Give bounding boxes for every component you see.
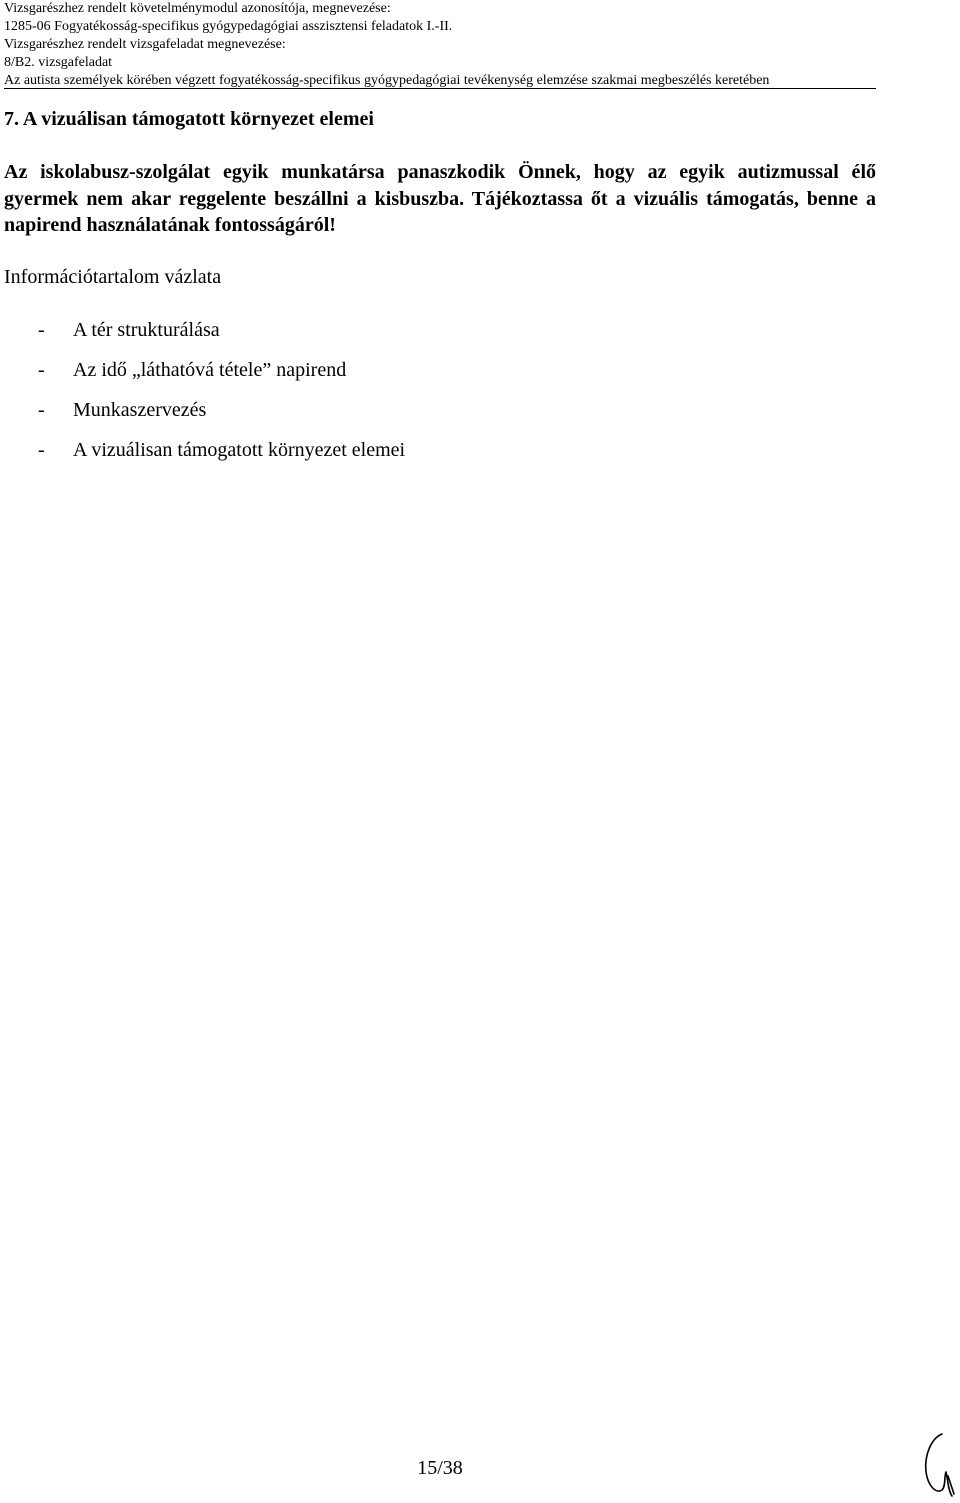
section-title: 7. A vizuálisan támogatott környezet elemei: [4, 108, 374, 130]
info-outline-list: [38, 317, 405, 477]
list-dash: -: [38, 439, 45, 461]
list-item-text: Az idő „láthatóvá tétele” napirend: [73, 359, 347, 381]
exam-task-name: Az autista személyek körében végzett fogyatékosság-specifikus gyógypedagógiai tevékenység elemzése szakmai megbeszélés keretében: [4, 73, 770, 88]
exam-task-label: Vizsgarészhez rendelt vizsgafeladat megnevezése:: [4, 37, 286, 52]
header-divider: [4, 88, 876, 89]
document-header: [4, 0, 954, 90]
module-name: 1285-06 Fogyatékosság-specifikus gyógypedagógiai asszisztensi feladatok I.-II.: [4, 19, 453, 34]
list-item-text: A tér strukturálása: [73, 319, 220, 341]
list-item: [38, 397, 405, 437]
list-item: [38, 357, 405, 397]
list-item-text: Munkaszervezés: [73, 399, 207, 421]
exam-task-code: 8/B2. vizsgafeladat: [4, 55, 113, 70]
signature-icon: [920, 1428, 956, 1500]
module-label: Vizsgarészhez rendelt követelménymodul azonosítója, megnevezése:: [4, 1, 391, 16]
task-description: Az iskolabusz-szolgálat egyik munkatársa panaszkodik Önnek, hogy az egyik autizmussal élő gyermek nem akar reggelente beszállni a kisbuszba. Tájékoztassa őt a vizuális támogatás, benne a napirend használatának fontosságáról!: [4, 161, 876, 236]
list-item: [38, 317, 405, 357]
info-outline-heading: Információtartalom vázlata: [4, 266, 222, 288]
list-item-text: A vizuálisan támogatott környezet elemei: [73, 439, 406, 461]
page-number: 15/38: [417, 1457, 463, 1479]
list-item: [38, 437, 405, 477]
list-dash: -: [38, 319, 45, 341]
list-dash: -: [38, 359, 45, 381]
list-dash: -: [38, 399, 45, 421]
